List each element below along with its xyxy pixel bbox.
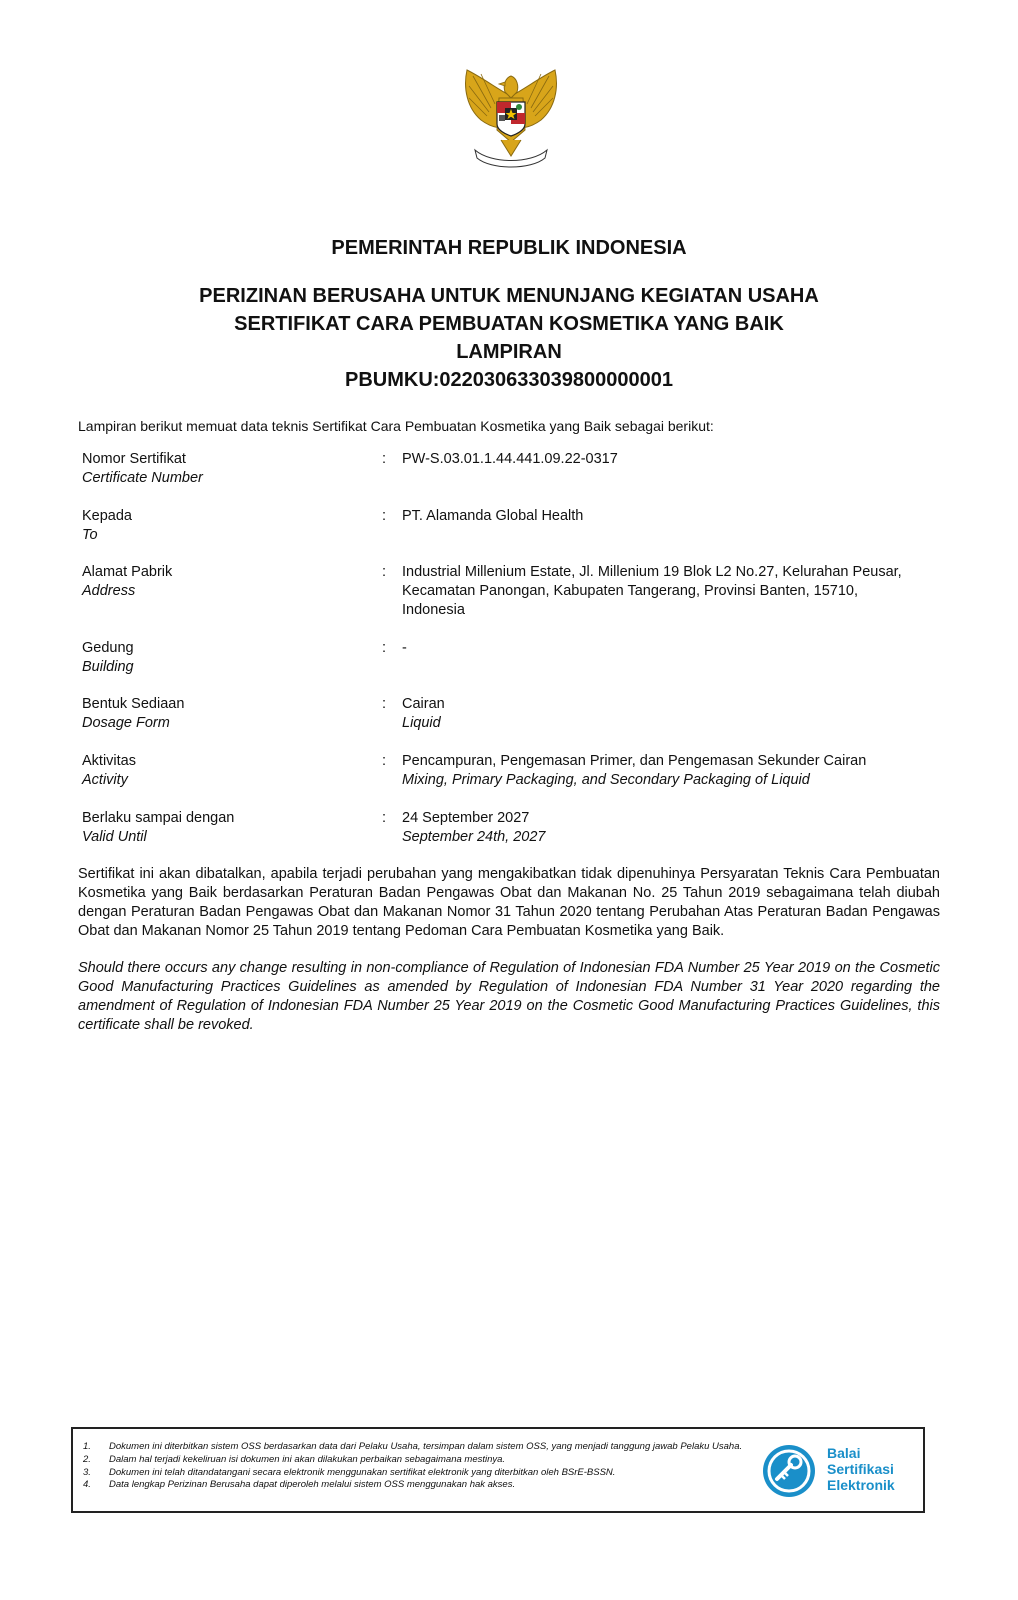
field-label-en: To: [82, 527, 98, 543]
note-number: 1.: [83, 1441, 91, 1452]
title-line-permit: PERIZINAN BERUSAHA UNTUK MENUNJANG KEGIATAN USAHA: [199, 285, 819, 307]
footer-note: [83, 1454, 763, 1467]
field-label: Kepada: [82, 508, 132, 524]
note-number: 2.: [83, 1453, 91, 1465]
footer-note: [83, 1479, 763, 1492]
field-label: Berlaku sampai dengan: [82, 810, 235, 826]
field-colon: :: [382, 696, 387, 712]
revocation-text-id: Sertifikat ini akan dibatalkan, apabila terjadi perubahan yang mengakibatkan tidak dipenuhinya Persyaratan Teknis Cara Pembuatan Kosmetika yang Baik berdasarkan Peraturan Badan Pengawas Obat dan Makanan No. 25 Tahun 2019 sebagaimana telah diubah dengan Peraturan Badan Pengawas Obat dan Makanan Nomor 31 Tahun 2020 tentang Perubahan Atas Peraturan Badan Pengawas Obat dan Makanan Nomor 25 Tahun 2019 tentang Pedoman Cara Pembuatan Kosmetika yang Baik.: [78, 866, 940, 939]
bsre-text-line: Sertifikasi: [827, 1461, 894, 1477]
field-value: Pencampuran, Pengemasan Primer, dan Pengemasan Sekunder Cairan: [402, 753, 867, 769]
field-value-line: Indonesia: [402, 602, 465, 618]
field-value-en: September 24th, 2027: [402, 829, 546, 845]
field-label: Aktivitas: [82, 753, 136, 769]
government-title: PEMERINTAH REPUBLIK INDONESIA: [331, 237, 687, 259]
field-label-en: Certificate Number: [82, 470, 203, 486]
field-value-en: Mixing, Primary Packaging, and Secondary Packaging of Liquid: [402, 772, 810, 788]
field-label-en: Activity: [82, 772, 128, 788]
intro-text: Lampiran berikut memuat data teknis Sertifikat Cara Pembuatan Kosmetika yang Baik sebagai berikut:: [78, 418, 714, 434]
field-value: PT. Alamanda Global Health: [402, 508, 584, 524]
title-line-certificate: SERTIFIKAT CARA PEMBUATAN KOSMETIKA YANG BAIK: [234, 313, 784, 335]
field-value-en: Liquid: [402, 715, 441, 731]
field-label: Gedung: [82, 640, 134, 656]
footer-notes: [83, 1441, 763, 1492]
field-label-en: Dosage Form: [82, 715, 170, 731]
title-line-pbumku: PBUMKU:022030633039800000001: [344, 369, 674, 391]
note-text: Data lengkap Perizinan Berusaha dapat diperoleh melalui sistem OSS menggunakan hak akses.: [109, 1479, 516, 1491]
note-text: Dokumen ini diterbitkan sistem OSS berdasarkan data dari Pelaku Usaha, tersimpan dalam sistem OSS, yang menjadi tanggung jawab Pelaku Usaha.: [109, 1441, 743, 1452]
bsre-logo: [761, 1441, 921, 1501]
field-value: PW-S.03.01.1.44.441.09.22-0317: [402, 451, 618, 467]
field-label: Bentuk Sediaan: [82, 696, 185, 712]
field-label: Nomor Sertifikat: [82, 451, 186, 467]
field-colon: :: [382, 508, 387, 524]
bsre-text-line: Balai: [827, 1445, 861, 1461]
revocation-text-en: Should there occurs any change resulting in non-compliance of Regulation of Indonesian FDA Number 25 Year 2019 on the Cosmetic Good Manufacturing Practices Guidelines as amended by Regulation of Indonesian FDA Number 31 Year 2020 regarding the amendment of Regulation of Indonesian FDA Number 25 Year 2019 on the Cosmetic Good Manufacturing Practices Guidelines, this certificate shall be revoked.: [78, 960, 940, 1033]
field-label-en: Address: [82, 583, 136, 599]
field-value: -: [402, 640, 407, 656]
note-text: Dalam hal terjadi kekeliruan isi dokumen ini akan dilakukan perbaikan sebagaimana mestinya.: [109, 1453, 506, 1465]
footer-box: [71, 1427, 925, 1513]
field-label-en: Valid Until: [82, 829, 147, 845]
pbumku-number: 022030633039800000001: [439, 369, 674, 391]
note-number: 3.: [83, 1466, 91, 1478]
field-value: Cairan: [402, 696, 445, 712]
note-text: Dokumen ini telah ditandatangani secara elektronik menggunakan sertifikat elektronik yang diterbitkan oleh BSrE-BSSN.: [109, 1466, 616, 1478]
field-colon: :: [382, 564, 387, 580]
field-colon: :: [382, 640, 387, 656]
field-label: Alamat Pabrik: [82, 564, 173, 580]
field-value: 24 September 2027: [402, 810, 530, 826]
field-colon: :: [382, 810, 387, 826]
bsre-text-line: Elektronik: [827, 1477, 895, 1493]
title-line-attachment: LAMPIRAN: [456, 341, 562, 363]
field-colon: :: [382, 753, 387, 769]
note-number: 4.: [83, 1479, 91, 1491]
footer-note: [83, 1441, 763, 1454]
bsre-logo-icon: [761, 1443, 817, 1499]
bsre-text: [827, 1445, 895, 1493]
field-colon: :: [382, 451, 387, 467]
document-title-block: [0, 282, 1018, 394]
footer-note: [83, 1467, 763, 1480]
field-value-line: Kecamatan Panongan, Kabupaten Tangerang, Provinsi Banten, 15710,: [402, 583, 859, 599]
field-value-line: Industrial Millenium Estate, Jl. Millenium 19 Blok L2 No.27, Kelurahan Peusar,: [402, 564, 902, 580]
field-label-en: Building: [82, 659, 134, 675]
garuda-emblem-icon: [461, 68, 561, 170]
